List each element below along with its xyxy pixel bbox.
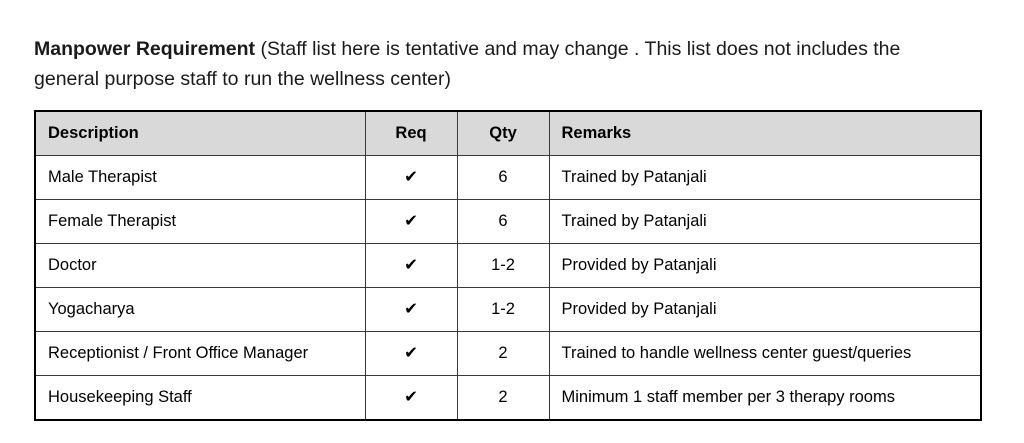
intro-paragraph (34, 34, 934, 94)
table-row (35, 287, 981, 331)
table-row (35, 243, 981, 287)
cell-remarks: Trained to handle wellness center guest/queries (549, 331, 981, 375)
cell-qty: 1-2 (457, 287, 549, 331)
checkmark-icon: ✔ (365, 375, 457, 420)
table-row (35, 331, 981, 375)
cell-description: Female Therapist (35, 199, 365, 243)
cell-remarks: Provided by Patanjali (549, 287, 981, 331)
section-title: Manpower Requirement (34, 37, 256, 60)
checkmark-icon: ✔ (365, 199, 457, 243)
column-header-remarks: Remarks (549, 111, 981, 156)
checkmark-icon: ✔ (365, 331, 457, 375)
table-row (35, 199, 981, 243)
cell-remarks: Trained by Patanjali (549, 155, 981, 199)
column-header-qty: Qty (457, 111, 549, 156)
cell-qty: 1-2 (457, 243, 549, 287)
column-header-description: Description (35, 111, 365, 156)
checkmark-icon: ✔ (365, 155, 457, 199)
cell-description: Receptionist / Front Office Manager (35, 331, 365, 375)
checkmark-icon: ✔ (365, 287, 457, 331)
cell-description: Male Therapist (35, 155, 365, 199)
table-header (35, 111, 981, 156)
intro-note: (Staff list here is tentative and may change . This list does not includes the general purpose staff to run the wellness center) (34, 37, 901, 90)
cell-qty: 6 (457, 199, 549, 243)
table-body (35, 155, 981, 420)
cell-description: Housekeeping Staff (35, 375, 365, 420)
cell-remarks: Trained by Patanjali (549, 199, 981, 243)
table-header-row (35, 111, 981, 156)
checkmark-icon: ✔ (365, 243, 457, 287)
table-row (35, 155, 981, 199)
cell-description: Doctor (35, 243, 365, 287)
cell-description: Yogacharya (35, 287, 365, 331)
manpower-table (34, 110, 982, 421)
column-header-req: Req (365, 111, 457, 156)
cell-remarks: Minimum 1 staff member per 3 therapy rooms (549, 375, 981, 420)
cell-remarks: Provided by Patanjali (549, 243, 981, 287)
cell-qty: 2 (457, 331, 549, 375)
cell-qty: 2 (457, 375, 549, 420)
table-row (35, 375, 981, 420)
cell-qty: 6 (457, 155, 549, 199)
